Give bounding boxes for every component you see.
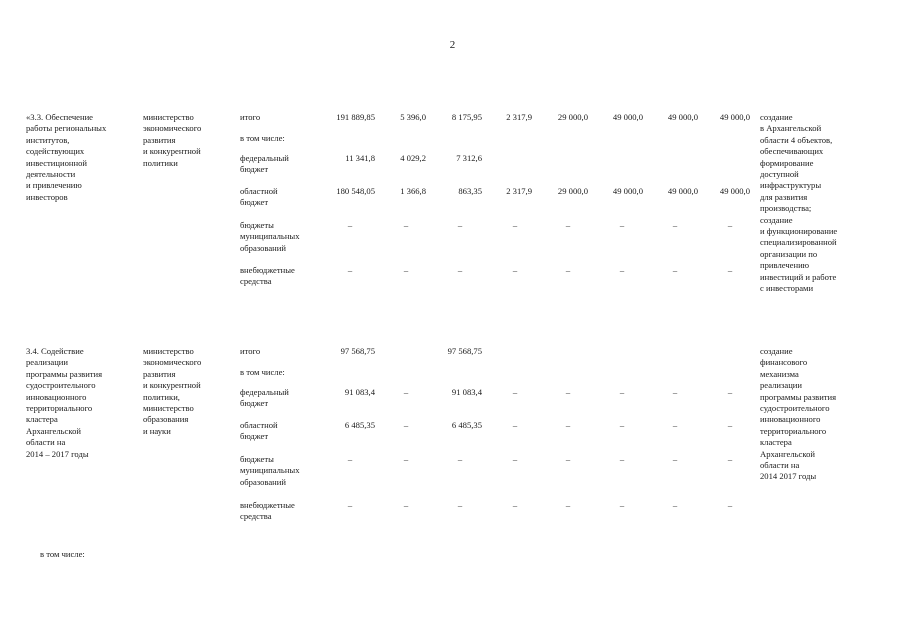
value-year: – xyxy=(512,454,518,464)
funding-source-label: внебюджетные средства xyxy=(240,265,295,287)
expected-result: создание финансового механизма реализации программы развития судостроительного инновационного территориального кластера Архангельской области на 2014 2017 годы xyxy=(760,346,837,482)
value-year: – xyxy=(565,500,571,510)
value-year: 1 366,8 xyxy=(400,186,426,196)
funding-source-label: в том числе: xyxy=(240,133,285,143)
page-number: 2 xyxy=(449,39,456,51)
value-year: – xyxy=(403,265,409,275)
funding-source-label: внебюджетные средства xyxy=(240,500,295,522)
value-year: – xyxy=(619,265,625,275)
value-total: 180 548,05 xyxy=(336,186,375,196)
value-year: 4 029,2 xyxy=(400,153,426,163)
funding-source-label: федеральный бюджет xyxy=(240,153,289,175)
value-year: – xyxy=(512,220,518,230)
value-year: 2 317,9 xyxy=(506,186,532,196)
value-year: – xyxy=(672,220,678,230)
value-year: – xyxy=(619,420,625,430)
value-year: – xyxy=(672,500,678,510)
value-total: 191 889,85 xyxy=(336,112,375,122)
value-year: 91 083,4 xyxy=(451,387,482,397)
value-year: – xyxy=(457,220,463,230)
value-year: – xyxy=(403,220,409,230)
value-year: 49 000,0 xyxy=(719,186,750,196)
value-year: – xyxy=(672,387,678,397)
value-year: – xyxy=(457,265,463,275)
value-year: 8 175,95 xyxy=(451,112,482,122)
value-year: – xyxy=(727,265,733,275)
value-total: 97 568,75 xyxy=(340,346,375,356)
value-year: 7 312,6 xyxy=(456,153,482,163)
value-total: – xyxy=(347,265,353,275)
value-year: – xyxy=(672,454,678,464)
value-year: – xyxy=(403,387,409,397)
value-year: – xyxy=(512,387,518,397)
value-total: – xyxy=(347,220,353,230)
value-year: – xyxy=(619,454,625,464)
value-year: – xyxy=(672,420,678,430)
value-year: 49 000,0 xyxy=(667,112,698,122)
value-year: – xyxy=(403,454,409,464)
funding-source-label: итого xyxy=(240,346,261,356)
value-year: 49 000,0 xyxy=(612,186,643,196)
funding-source-label: итого xyxy=(240,112,261,122)
value-year: – xyxy=(565,420,571,430)
value-year: 49 000,0 xyxy=(719,112,750,122)
measure-title: «3.3. Обеспечение работы региональных институтов, содействующих инвестиционной деятельности и привлечению инвесторов xyxy=(26,112,107,202)
value-year: – xyxy=(727,220,733,230)
value-year: – xyxy=(727,420,733,430)
value-total: 91 083,4 xyxy=(344,387,375,397)
value-total: – xyxy=(347,500,353,510)
funding-source-label: бюджеты муниципальных образований xyxy=(240,220,300,253)
value-year: – xyxy=(565,387,571,397)
funding-source-label: областной бюджет xyxy=(240,186,278,208)
executor: министерство экономического развития и конкурентной политики xyxy=(143,112,202,168)
value-year: – xyxy=(512,420,518,430)
value-year: 6 485,35 xyxy=(451,420,482,430)
value-year: 5 396,0 xyxy=(400,112,426,122)
measure-title: 3.4. Содействие реализации программы развития судостроительного инновационного территориального кластера Архангельской области на 2014 – 2017 годы xyxy=(26,346,103,459)
value-year: – xyxy=(565,265,571,275)
value-year: – xyxy=(403,500,409,510)
value-year: – xyxy=(457,500,463,510)
funding-source-label: бюджеты муниципальных образований xyxy=(240,454,300,487)
footer-note: в том числе: xyxy=(40,549,85,559)
value-total: – xyxy=(347,454,353,464)
value-year: – xyxy=(619,220,625,230)
value-year: 49 000,0 xyxy=(612,112,643,122)
value-year: 863,35 xyxy=(458,186,482,196)
executor: министерство экономического развития и конкурентной политики, министерство образования и науки xyxy=(143,346,202,436)
value-year: – xyxy=(619,387,625,397)
expected-result: создание в Архангельской области 4 объектов, обеспечивающих формирование доступной инфраструктуры для развития производства; создание и функционирование специализированной организации по привлечению инвестиций и работе с инвесторами xyxy=(760,112,838,294)
value-year: 97 568,75 xyxy=(447,346,482,356)
value-year: – xyxy=(619,500,625,510)
value-total: 6 485,35 xyxy=(344,420,375,430)
value-year: – xyxy=(512,265,518,275)
value-year: – xyxy=(727,500,733,510)
value-year: – xyxy=(565,454,571,464)
value-year: – xyxy=(457,454,463,464)
funding-source-label: федеральный бюджет xyxy=(240,387,289,409)
value-year: – xyxy=(727,387,733,397)
value-year: 49 000,0 xyxy=(667,186,698,196)
value-total: 11 341,8 xyxy=(345,153,375,163)
value-year: 29 000,0 xyxy=(557,186,588,196)
value-year: – xyxy=(565,220,571,230)
value-year: – xyxy=(672,265,678,275)
funding-source-label: в том числе: xyxy=(240,367,285,377)
value-year: – xyxy=(403,420,409,430)
value-year: – xyxy=(727,454,733,464)
funding-source-label: областной бюджет xyxy=(240,420,278,442)
value-year: 29 000,0 xyxy=(557,112,588,122)
value-year: 2 317,9 xyxy=(506,112,532,122)
value-year: – xyxy=(512,500,518,510)
